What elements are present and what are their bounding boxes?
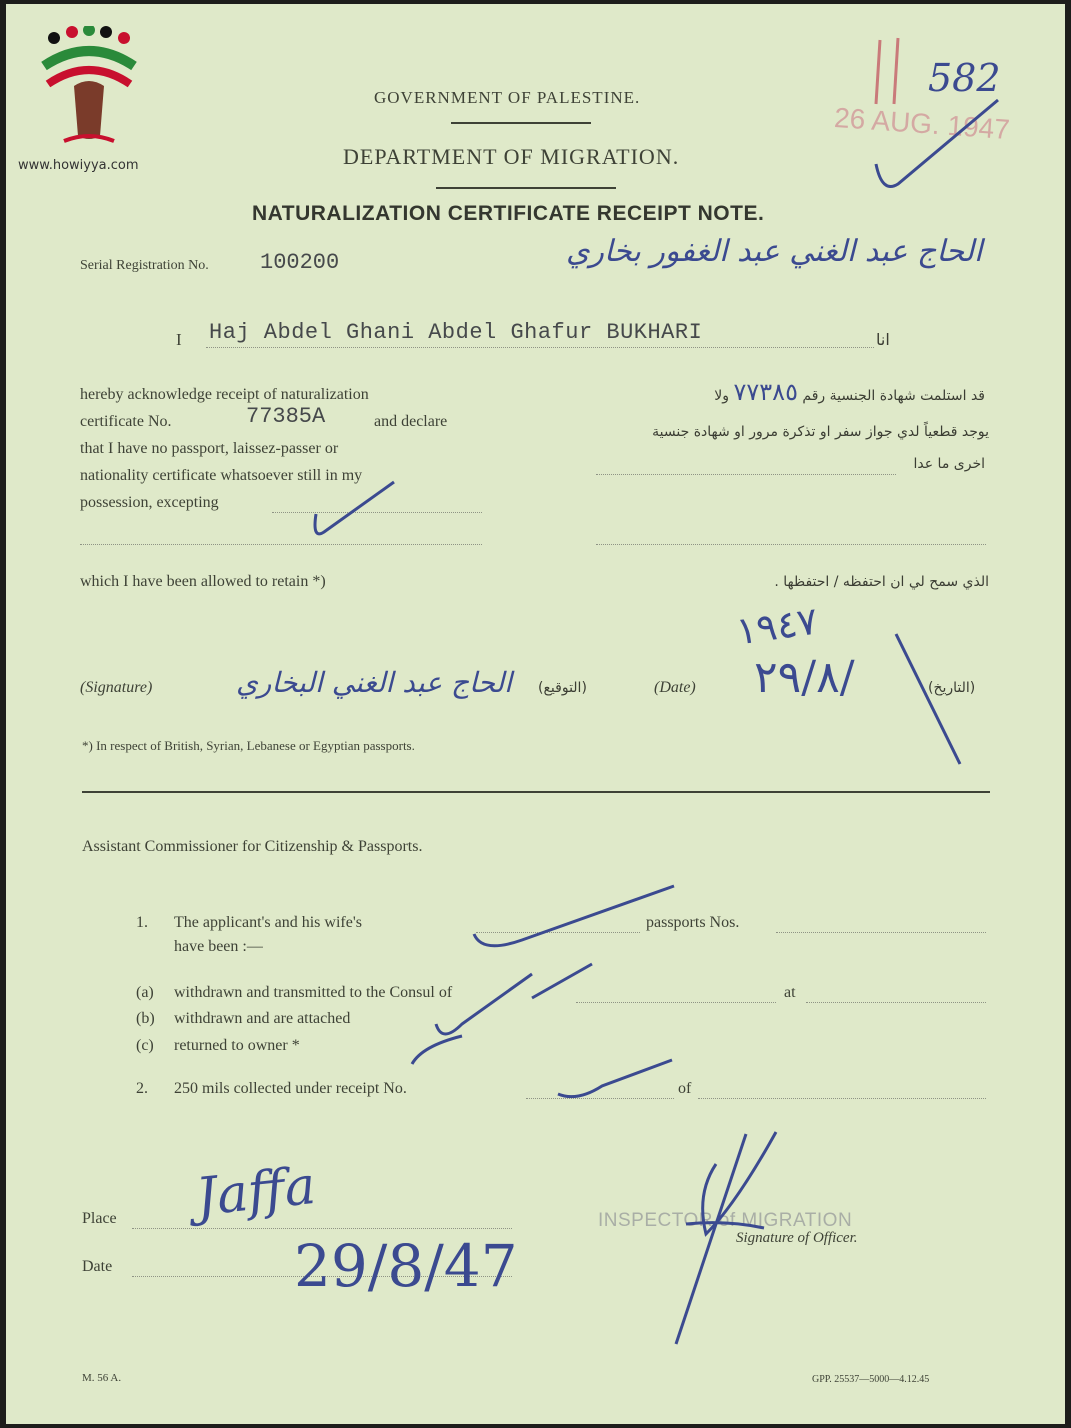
excepting-line-2 xyxy=(80,544,482,545)
header-rule-2 xyxy=(436,187,616,189)
watermark-logo xyxy=(34,26,144,156)
declaration-line-3: that I have no passport, laissez-passer or xyxy=(80,440,339,457)
item-2-number: 2. xyxy=(136,1080,148,1097)
applicant-name-line xyxy=(206,347,874,348)
officer-signature-icon xyxy=(656,1124,786,1354)
serial-label: Serial Registration No. xyxy=(80,258,209,273)
item-1-mid: passports Nos. xyxy=(646,914,740,931)
document-page xyxy=(6,4,1065,1424)
section-divider xyxy=(82,791,990,793)
option-c-text: returned to owner * xyxy=(174,1037,300,1054)
inspector-stamp: INSPECTOR of MIGRATION xyxy=(598,1210,853,1231)
date-label-ar: (التاريخ) xyxy=(928,680,976,696)
arabic-excepting-line-2 xyxy=(596,544,986,545)
option-a-at: at xyxy=(784,984,796,1001)
declaration-ar-text-1: قد استلمت شهادة الجنسية رقم xyxy=(802,388,985,404)
certificate-number: 77385A xyxy=(246,404,326,429)
retain-text: which I have been allowed to retain *) xyxy=(80,573,326,590)
item-2-text: 250 mils collected under receipt No. xyxy=(174,1080,407,1097)
declaration-ar-line-2: يوجد قطعياً لدي جواز سفر او تذكرة مرور او شهادة جنسية xyxy=(652,424,989,440)
retain-text-ar: الذي سمح لي ان احتفظه / احتفظها . xyxy=(774,574,989,590)
date-value-handwritten: ٢٩/٨/ xyxy=(754,652,855,703)
date-label: (Date) xyxy=(654,679,696,696)
file-number: 582 xyxy=(928,56,1001,100)
date-label-office: Date xyxy=(82,1258,113,1275)
serial-number: 100200 xyxy=(260,250,340,275)
date-value-office-handwritten: 29/8/47 xyxy=(294,1232,518,1300)
option-b-text: withdrawn and are attached xyxy=(174,1010,351,1027)
government-heading: GOVERNMENT OF PALESTINE. xyxy=(374,88,641,107)
applicant-prefix-ar: انا xyxy=(876,330,890,349)
applicant-signature: الحاج عبد الغني البخاري xyxy=(236,666,512,699)
document-title: NATURALIZATION CERTIFICATE RECEIPT NOTE. xyxy=(252,202,765,225)
item-2-of: of xyxy=(678,1080,692,1097)
declaration-line-1: hereby acknowledge receipt of naturalization xyxy=(80,386,369,403)
option-a-line-2 xyxy=(806,1002,986,1003)
header-rule-1 xyxy=(451,122,591,124)
form-number: M. 56 A. xyxy=(82,1372,122,1384)
date-stroke-icon xyxy=(886,624,966,774)
watermark-url: www.howiyya.com xyxy=(18,158,139,173)
declaration-ar-line-3: اخرى ما عدا xyxy=(913,456,985,472)
option-c-label: (c) xyxy=(136,1037,154,1054)
stamp-check-icon xyxy=(858,34,1008,204)
item-1-line-2-text: have been :— xyxy=(174,938,263,955)
declaration-ar-handwritten-no: ٧٧٣٨٥ xyxy=(733,378,798,406)
office-heading: Assistant Commissioner for Citizenship & Passports. xyxy=(82,838,423,855)
declaration-line-5: possession, excepting xyxy=(80,494,219,511)
applicant-name: Haj Abdel Ghani Abdel Ghafur BUKHARI xyxy=(209,320,703,345)
place-label: Place xyxy=(82,1210,117,1227)
option-a-text: withdrawn and transmitted to the Consul of xyxy=(174,984,453,1001)
officer-signature-label: Signature of Officer. xyxy=(736,1230,858,1246)
declaration-ar-text-1b: ولا xyxy=(714,388,730,404)
place-line xyxy=(132,1228,512,1229)
date-year-handwritten: ١٩٤٧ xyxy=(733,598,821,654)
item-2-line-2 xyxy=(698,1098,986,1099)
arabic-name-handwritten: الحاج عبد الغني عبد الغفور بخاري xyxy=(566,234,983,269)
option-a-label: (a) xyxy=(136,984,154,1001)
declaration-line-2b: and declare xyxy=(374,413,448,430)
item-1-line-2 xyxy=(776,932,986,933)
footnote: *) In respect of British, Syrian, Lebanese or Egyptian passports. xyxy=(82,738,415,753)
arabic-excepting-line xyxy=(596,474,896,475)
office-check-marks-icon xyxy=(402,874,702,1114)
department-heading: DEPARTMENT OF MIGRATION. xyxy=(343,144,680,169)
item-1-number: 1. xyxy=(136,914,148,931)
option-b-label: (b) xyxy=(136,1010,155,1027)
printer-mark: GPP. 25537—5000—4.12.45 xyxy=(812,1374,930,1385)
declaration-line-4: nationality certificate whatsoever still in my xyxy=(80,467,363,484)
tree-logo-icon xyxy=(34,26,144,156)
signature-label: (Signature) xyxy=(80,679,153,696)
excepting-check-icon xyxy=(302,474,402,544)
applicant-prefix: I xyxy=(176,330,182,349)
item-1-text: The applicant's and his wife's xyxy=(174,914,362,931)
declaration-line-2a: certificate No. xyxy=(80,413,172,430)
place-value-handwritten: Jaffa xyxy=(193,1155,319,1229)
received-date-stamp: 26 AUG. 1947 xyxy=(833,101,1011,146)
signature-label-ar: (التوقيع) xyxy=(538,680,587,696)
declaration-ar-line-1 xyxy=(714,378,985,406)
